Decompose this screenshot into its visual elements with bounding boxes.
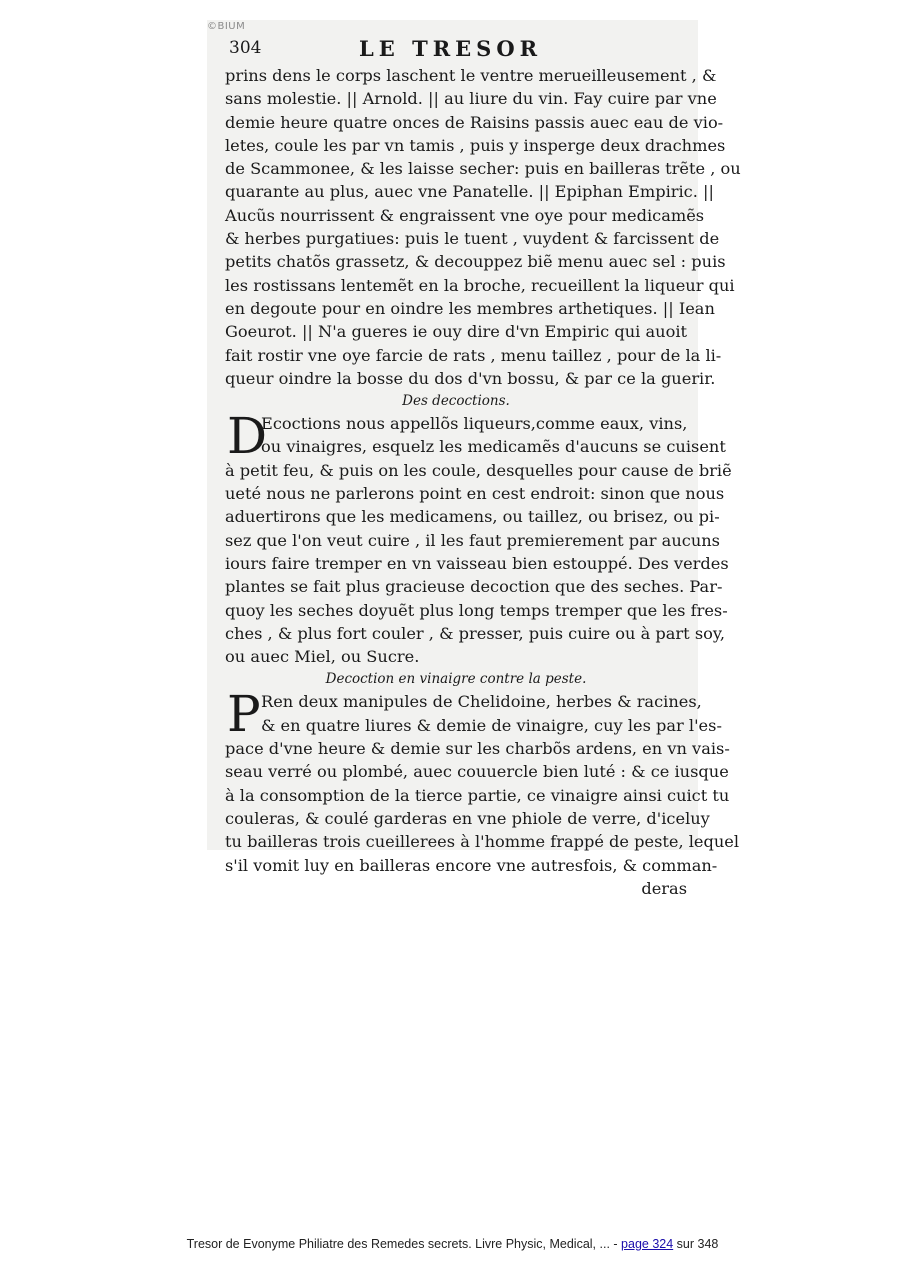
- text-line: de Scammonee, & les laisse secher: puis en bailleras trẽte , ou: [225, 159, 741, 179]
- text-line: queur oindre la bosse du dos d'vn bossu, & par ce la guerir.: [225, 368, 716, 388]
- text-line: prins dens le corps laschent le ventre merueilleusement , &: [225, 66, 717, 85]
- text-line: sez que l'on veut cuire , il les faut premierement par aucuns: [225, 530, 720, 550]
- section-peste: [225, 685, 740, 900]
- text-line: seau verré ou plombé, auec couuercle bien luté : & ce iusque: [225, 762, 729, 782]
- paragraph: [225, 64, 741, 204]
- catchword: deras: [641, 878, 687, 898]
- text-line: quarante au plus, auec vne Panatelle. || Epiphan Empiric. ||: [225, 182, 714, 202]
- text-line: pace d'vne heure & demie sur les charbõs ardens, en vn vais-: [225, 739, 730, 759]
- page-link[interactable]: page 324: [621, 1237, 674, 1251]
- paragraph: [225, 204, 735, 390]
- footer-page-total: sur 348: [676, 1237, 719, 1251]
- text-line: Ecoctions nous appellõs liqueurs,comme eaux, vins,: [261, 414, 688, 434]
- text-line: Ren deux manipules de Chelidoine, herbes & racines,: [261, 692, 702, 712]
- section-heading: Des decoctions.: [402, 393, 510, 410]
- text-line: Goeurot. || N'a gueres ie ouy dire d'vn Empiric qui auoit: [225, 322, 687, 342]
- text-line: ou auec Miel, ou Sucre.: [225, 647, 420, 667]
- text-line: à la consomption de la tierce partie, ce vinaigre ainsi cuict tu: [225, 785, 730, 805]
- section-decoctions: [225, 407, 732, 668]
- footer-title: Tresor de Evonyme Philiatre des Remedes secrets. Livre Physic, Medical, ... -: [186, 1237, 618, 1251]
- drop-cap: D: [227, 407, 268, 466]
- text-line: aduertirons que les medicamens, ou taillez, ou brisez, ou pi-: [225, 507, 720, 527]
- text-line: quoy les seches doyuẽt plus long temps tremper que les fres-: [225, 600, 728, 620]
- page-scan: [207, 20, 741, 898]
- text-line: petits chatõs grassetz, & decouppez biẽ menu auec sel : puis: [225, 252, 726, 272]
- page-number: 304: [229, 38, 262, 58]
- text-line: Aucũs nourrissent & engraissent vne oye pour medicamẽs: [225, 205, 705, 225]
- watermark: ©BIUM: [207, 21, 246, 32]
- text-line: sans molestie. || Arnold. || au liure du vin. Fay cuire par vne: [225, 89, 717, 109]
- text-line: ou vinaigres, esquelz les medicamẽs d'aucuns se cuisent: [261, 437, 726, 457]
- running-title: LE TRESOR: [359, 36, 543, 61]
- text-line: fait rostir vne oye farcie de rats , menu taillez , pour de la li-: [225, 345, 722, 365]
- text-line: en degoute pour en oindre les membres arthetiques. || Iean: [225, 298, 715, 318]
- text-line: tu bailleras trois cueillerees à l'homme frappé de peste, lequel: [225, 832, 740, 852]
- text-line: & herbes purgatiues: puis le tuent , vuydent & farcissent de: [225, 229, 720, 249]
- drop-cap: P: [227, 685, 261, 744]
- text-line: letes, coule les par vn tamis , puis y insperge deux drachmes: [225, 135, 726, 155]
- text-line: ueté nous ne parlerons point en cest endroit: sinon que nous: [225, 484, 725, 504]
- text-line: & en quatre liures & demie de vinaigre, cuy les par l'es-: [261, 715, 722, 735]
- text-line: demie heure quatre onces de Raisins passis auec eau de vio-: [225, 112, 724, 132]
- text-line: à petit feu, & puis on les coule, desquelles pour cause de briẽ: [225, 460, 732, 480]
- page-header: [229, 36, 687, 60]
- body-text: [225, 64, 741, 900]
- text-line: couleras, & coulé garderas en vne phiole de verre, d'iceluy: [225, 808, 710, 828]
- text-line: les rostissans lentemẽt en la broche, recueillent la liqueur qui: [225, 275, 735, 295]
- text-line: s'il vomit luy en bailleras encore vne autresfois, & comman-: [225, 855, 718, 875]
- text-line: plantes se fait plus gracieuse decoction que des seches. Par-: [225, 577, 723, 597]
- text-line: iours faire tremper en vn vaisseau bien estouppé. Des verdes: [225, 553, 729, 573]
- text-line: ches , & plus fort couler , & presser, puis cuire ou à part soy,: [225, 623, 726, 643]
- section-heading: Decoction en vinaigre contre la peste.: [325, 671, 587, 688]
- footer-caption: [0, 1237, 905, 1251]
